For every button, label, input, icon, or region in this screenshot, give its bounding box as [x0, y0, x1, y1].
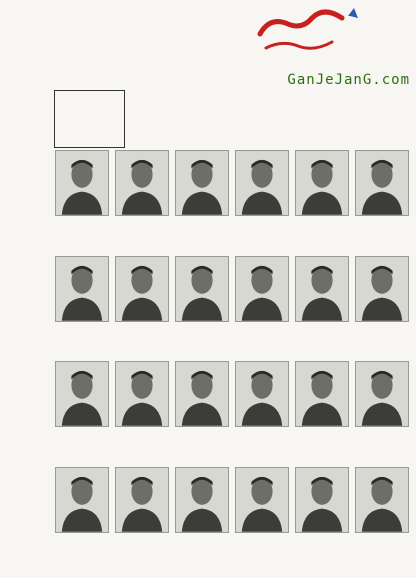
- portrait-card: [294, 359, 350, 463]
- portrait-silhouette: [236, 257, 288, 321]
- portrait-card: [234, 148, 290, 252]
- portrait-caption: [174, 218, 230, 244]
- article-column: [202, 90, 267, 148]
- portrait-card: [114, 359, 170, 463]
- portrait-caption: [234, 535, 290, 561]
- portrait-silhouette: [296, 257, 348, 321]
- portrait-caption: [354, 429, 410, 455]
- portrait-card: [354, 465, 410, 569]
- portrait-caption: [54, 535, 110, 561]
- portrait-caption: [354, 535, 410, 561]
- portrait-card: [54, 148, 110, 252]
- portrait-photo: [355, 467, 409, 533]
- portrait-silhouette: [236, 362, 288, 426]
- portrait-caption: [174, 429, 230, 455]
- portrait-caption: [294, 324, 350, 350]
- portrait-silhouette: [176, 151, 228, 215]
- portrait-card: [174, 148, 230, 252]
- portrait-photo: [175, 256, 229, 322]
- portrait-caption: [114, 218, 170, 244]
- portrait-photo: [295, 256, 349, 322]
- site-logo: [252, 4, 362, 56]
- portrait-photo: [235, 256, 289, 322]
- portrait-photo: [235, 150, 289, 216]
- portrait-caption: [234, 429, 290, 455]
- portrait-card: [54, 254, 110, 358]
- article-column: [274, 90, 339, 148]
- portrait-photo: [295, 361, 349, 427]
- portrait-silhouette: [356, 468, 408, 532]
- portrait-card: [294, 465, 350, 569]
- portrait-photo: [175, 150, 229, 216]
- portrait-card: [174, 254, 230, 358]
- portrait-silhouette: [236, 468, 288, 532]
- portrait-card: [54, 359, 110, 463]
- portrait-card: [354, 148, 410, 252]
- portrait-silhouette: [116, 151, 168, 215]
- portrait-caption: [114, 324, 170, 350]
- portrait-card: [234, 254, 290, 358]
- portrait-silhouette: [296, 151, 348, 215]
- portrait-card: [174, 465, 230, 569]
- portrait-caption: [354, 218, 410, 244]
- portrait-photo: [55, 256, 109, 322]
- portrait-silhouette: [176, 257, 228, 321]
- portrait-photo: [115, 467, 169, 533]
- portrait-card: [174, 359, 230, 463]
- portrait-photo: [295, 467, 349, 533]
- portrait-photo: [55, 150, 109, 216]
- portrait-card: [294, 254, 350, 358]
- portrait-caption: [294, 218, 350, 244]
- portrait-photo: [355, 256, 409, 322]
- portrait-card: [234, 465, 290, 569]
- portrait-card: [234, 359, 290, 463]
- portrait-card: [354, 359, 410, 463]
- portrait-grid: [54, 148, 410, 568]
- logo-icon: [252, 4, 362, 56]
- portrait-silhouette: [296, 468, 348, 532]
- portrait-photo: [115, 361, 169, 427]
- article-text: [54, 90, 410, 148]
- portrait-photo: [175, 361, 229, 427]
- portrait-photo: [55, 467, 109, 533]
- portrait-caption: [174, 324, 230, 350]
- portrait-photo: [235, 361, 289, 427]
- portrait-card: [294, 148, 350, 252]
- portrait-photo: [355, 150, 409, 216]
- portrait-silhouette: [236, 151, 288, 215]
- portrait-card: [114, 148, 170, 252]
- portrait-silhouette: [56, 151, 108, 215]
- portrait-photo: [235, 467, 289, 533]
- portrait-caption: [294, 535, 350, 561]
- article-column: [345, 90, 410, 148]
- portrait-silhouette: [56, 257, 108, 321]
- portrait-caption: [354, 324, 410, 350]
- portrait-caption: [174, 535, 230, 561]
- portrait-silhouette: [356, 362, 408, 426]
- portrait-card: [54, 465, 110, 569]
- portrait-silhouette: [176, 468, 228, 532]
- portrait-silhouette: [116, 257, 168, 321]
- portrait-photo: [55, 361, 109, 427]
- masthead: [0, 0, 416, 92]
- site-url[interactable]: GanJeJanG.com: [287, 72, 410, 88]
- portrait-silhouette: [296, 362, 348, 426]
- portrait-caption: [234, 324, 290, 350]
- portrait-caption: [114, 535, 170, 561]
- portrait-caption: [114, 429, 170, 455]
- portrait-caption: [54, 218, 110, 244]
- portrait-caption: [54, 429, 110, 455]
- portrait-silhouette: [176, 362, 228, 426]
- portrait-caption: [234, 218, 290, 244]
- article-boxed-column: [54, 90, 125, 148]
- portrait-caption: [294, 429, 350, 455]
- portrait-photo: [355, 361, 409, 427]
- portrait-card: [114, 465, 170, 569]
- portrait-photo: [115, 256, 169, 322]
- portrait-photo: [175, 467, 229, 533]
- portrait-silhouette: [56, 468, 108, 532]
- portrait-card: [354, 254, 410, 358]
- portrait-photo: [115, 150, 169, 216]
- portrait-silhouette: [356, 151, 408, 215]
- portrait-silhouette: [356, 257, 408, 321]
- portrait-silhouette: [116, 468, 168, 532]
- portrait-caption: [54, 324, 110, 350]
- portrait-silhouette: [116, 362, 168, 426]
- portrait-card: [114, 254, 170, 358]
- article-column: [131, 90, 196, 148]
- portrait-silhouette: [56, 362, 108, 426]
- portrait-photo: [295, 150, 349, 216]
